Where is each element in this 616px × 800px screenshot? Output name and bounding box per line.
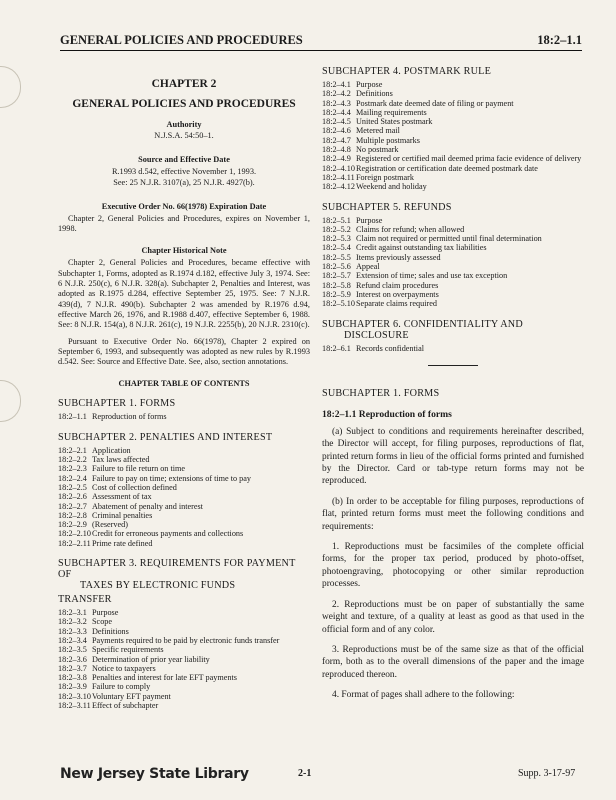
toc-row — [322, 299, 542, 308]
toc-row — [58, 655, 279, 664]
toc-section-number: 18:2–3.1 — [58, 608, 87, 618]
toc-row — [58, 520, 251, 529]
item-2: 2. Reproductions must be on paper of substantially the same weight and texture, of a quality at least as good as that used in the official form and of any color. — [322, 599, 584, 635]
toc-section-title: Extension of time; sales and use tax exception — [356, 271, 508, 281]
toc-row — [58, 645, 279, 654]
toc-row — [322, 225, 542, 234]
toc-section-title: Credit against outstanding tax liabilities — [356, 243, 487, 253]
toc-section-number: 18:2–2.4 — [58, 473, 87, 483]
toc-section-number: 18:2–5.10 — [322, 299, 355, 309]
toc-row — [58, 539, 251, 548]
toc-row — [58, 455, 251, 464]
toc-section-number: 18:2–4.5 — [322, 117, 351, 127]
toc-section-title: Purpose — [356, 80, 383, 89]
subchapter-5-title: SUBCHAPTER 5. REFUNDS — [322, 201, 452, 213]
toc-row — [322, 173, 581, 182]
subchapter-3-title: SUBCHAPTER 3. REQUIREMENTS FOR PAYMENT OF TAXES BY ELECTRONIC FUNDS TRANSFER — [58, 558, 296, 606]
subchapter-3-list — [58, 608, 279, 710]
toc-section-title: No postmark — [356, 145, 399, 155]
toc-row — [58, 483, 251, 492]
toc-section-number: 18:2–4.4 — [322, 107, 351, 117]
subchapter-4-title: SUBCHAPTER 4. POSTMARK RULE — [322, 66, 491, 77]
toc-section-number: 18:2–5.2 — [322, 224, 351, 234]
toc-section-number: 18:2–3.2 — [58, 617, 87, 627]
toc-row — [322, 117, 581, 126]
toc-section-number: 18:2–1.1 — [58, 412, 87, 422]
toc-row — [58, 627, 279, 636]
right-column — [322, 66, 584, 702]
toc-row — [322, 136, 581, 145]
toc-section-title: Effect of subchapter — [92, 700, 159, 710]
toc-section-number: 18:2–2.7 — [58, 501, 87, 511]
toc-section-number: 18:2–5.7 — [322, 271, 351, 281]
toc-section-number: 18:2–5.3 — [322, 234, 351, 244]
toc-section-number: 18:2–4.2 — [322, 89, 351, 99]
toc-row — [58, 412, 167, 421]
toc-heading: CHAPTER TABLE OF CONTENTS — [118, 379, 250, 389]
toc-section-title: Definitions — [356, 89, 393, 99]
toc-section-number: 18:2–2.2 — [58, 455, 87, 465]
toc-section-title: Items previously assessed — [356, 252, 441, 262]
toc-section-title: Mailing requirements — [356, 107, 427, 117]
toc-row — [58, 692, 279, 701]
subchapter-5-list — [322, 216, 542, 309]
toc-row — [58, 464, 251, 473]
toc-row — [58, 673, 279, 682]
toc-section-number: 18:2–5.5 — [322, 252, 351, 262]
toc-section-title: Tax laws affected — [92, 455, 150, 465]
toc-section-title: Purpose — [92, 608, 119, 618]
toc-section-number: 18:2–3.11 — [58, 700, 91, 710]
toc-section-number: 18:2–6.1 — [322, 343, 351, 353]
item-4: 4. Format of pages shall adhere to the following: — [332, 690, 515, 701]
toc-row — [58, 529, 251, 538]
toc-section-number: 18:2–5.6 — [322, 262, 351, 272]
toc-section-title: Refund claim procedures — [356, 280, 439, 290]
running-header — [60, 30, 582, 51]
eo-heading: Executive Order No. 66(1978) Expiration Date — [101, 201, 267, 211]
history-paragraph-1: Chapter 2, General Policies and Procedures, became effective with Subchapter 1, Forms, adopted as R.1974 d.182, effective July 3, 1974. See: 6 N.J.R. 250(c), 6 N.J.R. 328(a). Subchapter 2, Penalties and Interest, was adopted as R.1975 d.284, effective September 25, 1975. See: 7 N.J.R. 439(d), 7 N.J.R. 490(b). Subchapter 2 was amended by R.1976 d.94, effective March 26, 1976, and R.1988 d.407, effective September 6, 1988. See: 8 N.J.R. 154(a), 8 N.J.R. 261(c), 19 N.J.R. 2255(b), 20 N.J.R. 2310(c). — [58, 258, 310, 330]
chapter-title: GENERAL POLICIES AND PROCEDURES — [72, 98, 296, 110]
source-text-1: R.1993 d.542, effective November 1, 1993. — [111, 167, 257, 177]
toc-section-title: Interest on overpayments — [356, 289, 439, 299]
toc-section-title: Prime rate defined — [92, 538, 153, 548]
toc-row — [58, 492, 251, 501]
toc-section-title: Cost of collection defined — [92, 482, 177, 492]
toc-section-title: Failure to file return on time — [92, 464, 185, 474]
toc-section-number: 18:2–3.4 — [58, 635, 87, 645]
toc-section-title: Claim not required or permitted until final determination — [356, 234, 542, 244]
toc-section-title: Payments required to be paid by electronic funds transfer — [92, 635, 280, 645]
toc-row — [322, 216, 542, 225]
toc-section-number: 18:2–4.8 — [322, 145, 351, 155]
toc-section-number: 18:2–5.9 — [322, 289, 351, 299]
toc-row — [322, 271, 542, 280]
toc-section-number: 18:2–2.8 — [58, 510, 87, 520]
toc-section-title: Multiple postmarks — [356, 135, 420, 145]
toc-section-number: 18:2–2.3 — [58, 464, 87, 474]
toc-row — [322, 145, 581, 154]
toc-section-title: Determination of prior year liability — [92, 654, 210, 664]
toc-section-title: Separate claims required — [356, 299, 437, 309]
toc-section-title: Foreign postmark — [356, 172, 414, 182]
authority-heading: Authority — [166, 120, 202, 129]
toc-section-number: 18:2–2.6 — [58, 492, 87, 502]
toc-row — [322, 126, 581, 135]
authority-text: N.J.S.A. 54:50–1. — [154, 131, 214, 140]
subchapter-2-title: SUBCHAPTER 2. PENALTIES AND INTEREST — [58, 431, 273, 443]
toc-row — [322, 80, 581, 89]
toc-section-title: Specific requirements — [92, 645, 164, 655]
divider-rule — [428, 365, 478, 366]
toc-section-title: United States postmark — [356, 117, 433, 127]
toc-row — [322, 262, 542, 271]
source-heading: Source and Effective Date — [138, 155, 230, 165]
toc-row — [322, 89, 581, 98]
toc-row — [58, 701, 279, 710]
toc-section-title: Credit for erroneous payments and collections — [92, 529, 244, 539]
subchapter-2-list — [58, 446, 251, 548]
toc-section-title: Reproduction of forms — [92, 412, 167, 422]
paragraph-b: (b) In order to be acceptable for filing purposes, reproductions of flat, printed return forms must meet the following conditions and requirements: — [322, 496, 584, 532]
toc-section-title: Criminal penalties — [92, 510, 153, 520]
toc-section-title: Voluntary EFT payment — [92, 691, 171, 701]
subchapter-6-title: SUBCHAPTER 6. CONFIDENTIALITY AND DISCLOSURE — [322, 318, 523, 341]
binder-hole — [0, 380, 21, 422]
toc-section-title: (Reserved) — [92, 520, 128, 530]
toc-section-title: Definitions — [92, 626, 129, 636]
history-paragraph-2: Pursuant to Executive Order No. 66(1978), Chapter 2 expired on September 6, 1993, and subsequently was adopted as new rules by R.1993 d.542. See: Source and Effective Date. See, also, section annotations. — [58, 336, 310, 367]
toc-section-number: 18:2–4.11 — [322, 172, 355, 182]
toc-row — [322, 253, 542, 262]
toc-section-title: Abatement of penalty and interest — [92, 501, 203, 511]
toc-section-title: Postmark date deemed date of filing or payment — [356, 98, 514, 108]
toc-row — [322, 290, 542, 299]
section-title: 18:2–1.1 Reproduction of forms — [322, 408, 452, 420]
supplement-date: Supp. 3-17-97 — [518, 768, 576, 779]
toc-section-number: 18:2–3.3 — [58, 626, 87, 636]
eo-text: Chapter 2, General Policies and Procedures, expires on November 1, 1998. — [58, 213, 310, 234]
toc-row — [58, 474, 251, 483]
toc-section-number: 18:2–4.7 — [322, 135, 351, 145]
toc-section-number: 18:2–3.8 — [58, 673, 87, 683]
toc-row — [58, 511, 251, 520]
toc-row — [58, 636, 279, 645]
toc-row — [58, 617, 279, 626]
toc-section-number: 18:2–3.6 — [58, 654, 87, 664]
subchapter-6-list — [322, 344, 424, 353]
toc-row — [58, 608, 279, 617]
toc-section-number: 18:2–2.9 — [58, 520, 87, 530]
toc-section-number: 18:2–2.1 — [58, 445, 87, 455]
toc-row — [322, 281, 542, 290]
toc-section-title: Registration or certification date deemed postmark date — [356, 163, 538, 173]
toc-section-title: Claims for refund; when allowed — [356, 224, 465, 234]
item-3: 3. Reproductions must be of the same size as that of the official form, both as to the overall dimensions of the paper and the image reproduced thereon. — [322, 644, 584, 680]
toc-section-number: 18:2–3.10 — [58, 691, 91, 701]
header-title: GENERAL POLICIES AND PROCEDURES — [60, 33, 303, 47]
toc-section-number: 18:2–5.8 — [322, 280, 351, 290]
toc-section-title: Application — [92, 445, 131, 455]
toc-section-title: Appeal — [356, 262, 380, 272]
toc-row — [58, 502, 251, 511]
toc-section-title: Notice to taxpayers — [92, 663, 156, 673]
toc-section-number: 18:2–2.10 — [58, 529, 91, 539]
toc-section-title: Penalties and interest for late EFT payments — [92, 673, 237, 683]
binder-hole — [0, 66, 21, 108]
toc-row — [58, 682, 279, 691]
toc-section-title: Metered mail — [356, 126, 400, 136]
source-text-2: See: 25 N.J.R. 3107(a), 25 N.J.R. 4927(b). — [113, 177, 255, 187]
toc-section-number: 18:2–4.12 — [322, 182, 355, 192]
body-subchapter-title: SUBCHAPTER 1. FORMS — [322, 387, 440, 399]
toc-section-number: 18:2–3.7 — [58, 663, 87, 673]
toc-row — [322, 243, 542, 252]
toc-row — [322, 182, 581, 191]
subchapter-1-list — [58, 412, 167, 421]
toc-row — [322, 154, 581, 163]
subchapter-4-list — [322, 80, 581, 192]
toc-section-title: Weekend and holiday — [356, 182, 427, 192]
toc-section-number: 18:2–2.11 — [58, 538, 91, 548]
toc-section-title: Registered or certified mail deemed prima facie evidence of delivery — [356, 154, 582, 164]
chapter-number: CHAPTER 2 — [151, 78, 217, 90]
toc-section-title: Assessment of tax — [92, 492, 152, 502]
toc-section-number: 18:2–5.4 — [322, 243, 351, 253]
toc-section-number: 18:2–5.1 — [322, 215, 351, 225]
toc-row — [322, 108, 581, 117]
toc-row — [322, 99, 581, 108]
toc-section-number: 18:2–4.3 — [322, 98, 351, 108]
item-1: 1. Reproductions must be facsimiles of the complete official forms, for the proper tax period, produced by photo-offset, photoengraving, photocopying or other similar reproduction processes. — [322, 542, 584, 590]
toc-section-title: Purpose — [356, 215, 383, 225]
toc-section-number: 18:2–3.5 — [58, 645, 87, 655]
page-number: 2-1 — [298, 768, 312, 779]
toc-section-number: 18:2–4.10 — [322, 163, 355, 173]
library-logo: New Jersey State Library — [60, 766, 249, 782]
toc-section-title: Records confidential — [356, 343, 424, 353]
toc-section-title: Failure to pay on time; extensions of time to pay — [92, 473, 251, 483]
paragraph-a: (a) Subject to conditions and requirements hereinafter described, the Director will accept, for filing purposes, reproductions of flat, printed return forms in lieu of the official forms printed and furnished by the Director. Card or tab-type return forms may not be reproduced. — [322, 426, 584, 487]
toc-row — [322, 234, 542, 243]
toc-section-title: Failure to comply — [92, 682, 151, 692]
toc-section-number: 18:2–3.9 — [58, 682, 87, 692]
header-section: 18:2–1.1 — [537, 33, 582, 47]
left-column — [58, 64, 310, 710]
toc-row — [58, 446, 251, 455]
subchapter-1-title: SUBCHAPTER 1. FORMS — [58, 398, 176, 410]
toc-row — [322, 344, 424, 353]
toc-section-number: 18:2–4.6 — [322, 126, 351, 136]
history-heading: Chapter Historical Note — [141, 246, 227, 256]
toc-section-number: 18:2–4.9 — [322, 154, 351, 164]
toc-section-number: 18:2–2.5 — [58, 482, 87, 492]
toc-row — [322, 164, 581, 173]
toc-section-title: Scope — [92, 617, 113, 627]
toc-section-number: 18:2–4.1 — [322, 80, 351, 89]
toc-row — [58, 664, 279, 673]
